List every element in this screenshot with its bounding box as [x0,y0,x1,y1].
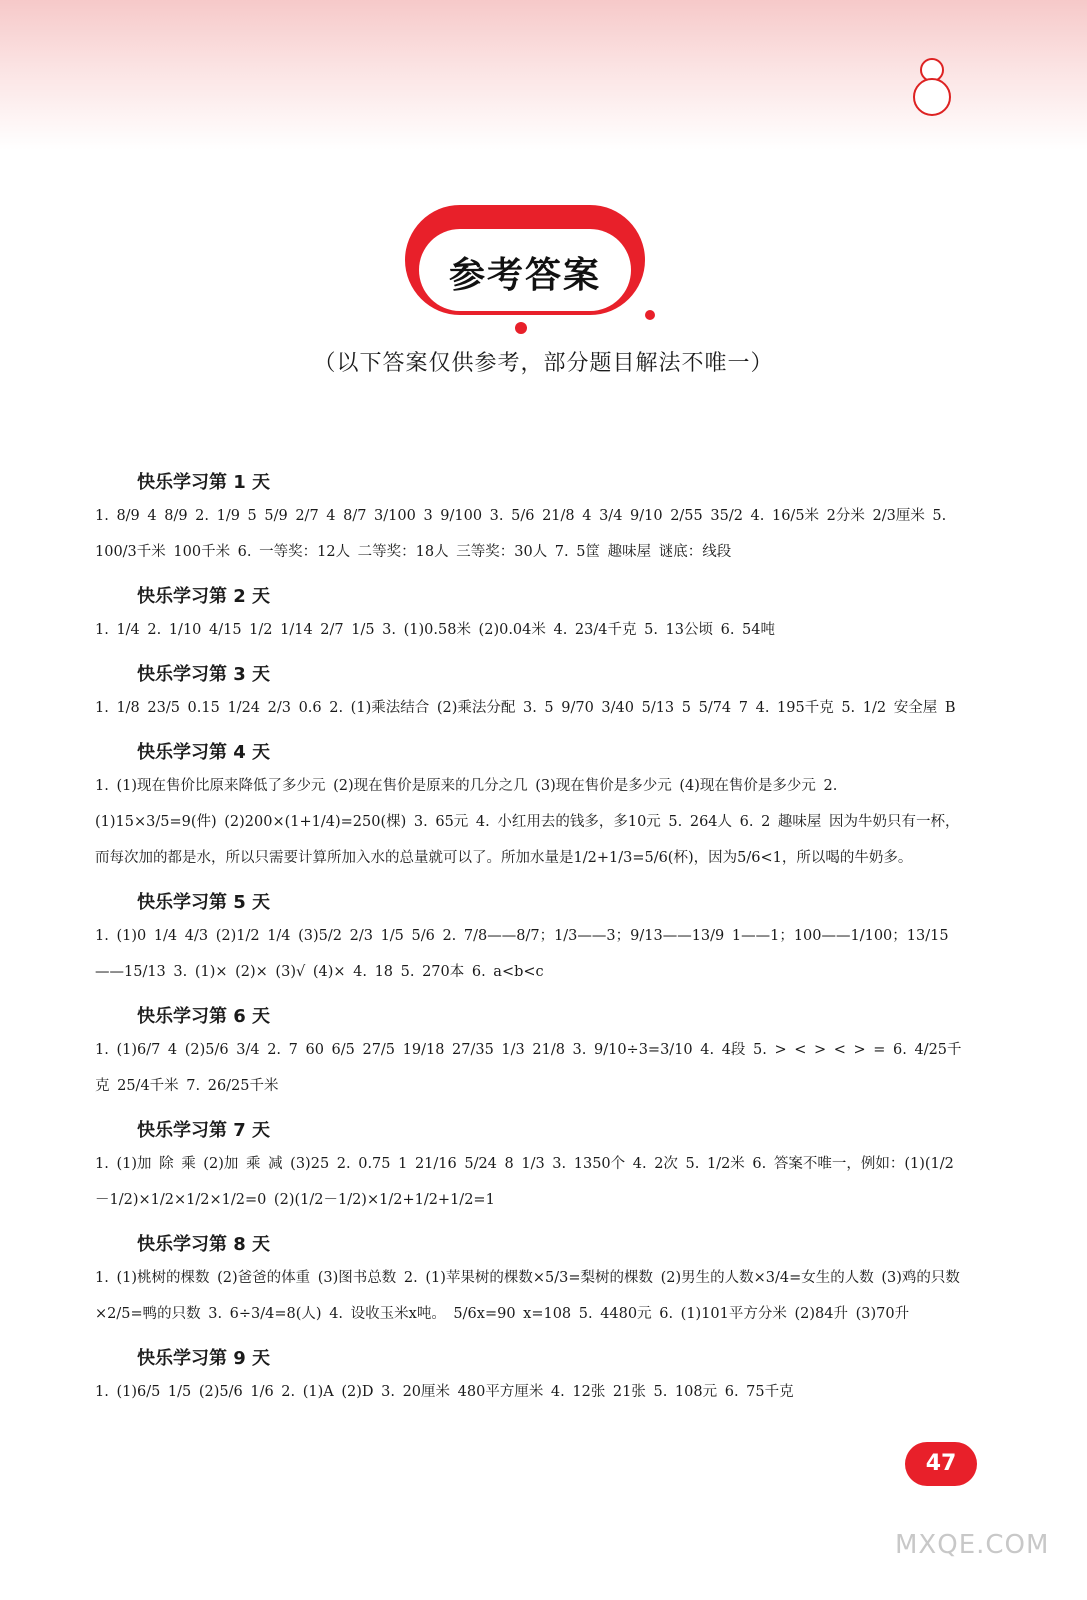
day-block [95,1344,965,1410]
day-answers: 1. 1/8 23/5 0.15 1/24 2/3 0.6 2. (1)乘法结合 (2)乘法分配 3. 5 9/70 3/40 5/13 5 5/74 7 4. 195千克 5. 1/2 安全屋 B [95,700,956,716]
day-title: 快乐学习第 6 天 [137,1006,271,1027]
day-title: 快乐学习第 4 天 [137,742,271,763]
day-title: 快乐学习第 2 天 [137,586,271,607]
page-title: 参考答案 [448,255,601,296]
day-block [95,1002,965,1104]
day-answers: 1. 1/4 2. 1/10 4/15 1/2 1/14 2/7 1/5 3. (1)0.58米 (2)0.04米 4. 23/4千克 5. 13公顷 6. 54吨 [95,622,776,638]
day-answers: 1. (1)0 1/4 4/3 (2)1/2 1/4 (3)5/2 2/3 1/5 5/6 2. 7/8——8/7；1/3——3；9/13——13/9 1——1；100——1/100；13/15——15/13 3. (1)× (2)× (3)√ (4)× 4. 18 5. 270本 6. a<b<c [95,928,949,980]
watermark: MXQE.COM [895,1530,1050,1560]
day-title: 快乐学习第 1 天 [137,472,271,493]
day-block [95,660,965,726]
day-answers: 1. (1)现在售价比原来降低了多少元 (2)现在售价是原来的几分之几 (3)现在售价是多少元 (4)现在售价是多少元 2. (1)15×3/5=9(件) (2)200×(1+1/4)=250(棵) 3. 65元 4. 小红用去的钱多，多10元 5. 264人 6. 2 趣味屋 因为牛奶只有一杯，而每次加的都是水，所以只需要计算所加入水的总量就可以了。所加水量是1/2+1/3=5/6(杯)，因为5/6<1，所以喝的牛奶多。 [95,778,960,866]
day-title: 快乐学习第 7 天 [137,1120,271,1141]
page-number: 47 [905,1442,977,1486]
heading-cloud [405,195,645,325]
answer-note: （以下答案仅供参考，部分题目解法不唯一） [313,351,774,376]
day-block [95,582,965,648]
day-answers: 1. (1)加 除 乘 (2)加 乘 减 (3)25 2. 0.75 1 21/16 5/24 8 1/3 3. 1350个 4. 2次 5. 1/2米 6. 答案不唯一，例如：(1)(1/2－1/2)×1/2×1/2×1/2=0 (2)(1/2－1/2)×1/2+1/2+1/2=1 [95,1156,954,1208]
day-title: 快乐学习第 8 天 [137,1234,271,1255]
day-block [95,888,965,990]
day-title: 快乐学习第 5 天 [137,892,271,913]
day-block [95,738,965,876]
day-title: 快乐学习第 9 天 [137,1348,271,1369]
day-answers: 1. 8/9 4 8/9 2. 1/9 5 5/9 2/7 4 8/7 3/100 3 9/100 3. 5/6 21/8 4 3/4 9/10 2/55 35/2 4. 16/5米 2分米 2/3厘米 5. 100/3千米 100千米 6. 一等奖：12人 二等奖：18人 三等奖：30人 7. 5筐 趣味屋 谜底：线段 [95,508,947,560]
day-answers: 1. (1)桃树的棵数 (2)爸爸的体重 (3)图书总数 2. (1)苹果树的棵数×5/3=梨树的棵数 (2)男生的人数×3/4=女生的人数 (3)鸡的只数×2/5=鸭的只数 3. 6÷3/4=8(人) 4. 设收玉米x吨。 5/6x=90 x=108 5. 4480元 6. (1)101平方分米 (2)84升 (3)70升 [95,1270,960,1322]
day-answers: 1. (1)6/5 1/5 (2)5/6 1/6 2. (1)A (2)D 3. 20厘米 480平方厘米 4. 12张 21张 5. 108元 6. 75千克 [95,1384,794,1400]
day-block [95,1116,965,1218]
day-block [95,468,965,570]
day-block [95,1230,965,1332]
decorative-dot [515,322,527,334]
answers-section [95,468,965,1422]
snowman-icon [905,58,955,118]
decorative-dot [645,310,655,320]
day-answers: 1. (1)6/7 4 (2)5/6 3/4 2. 7 60 6/5 27/5 19/18 27/35 1/3 21/8 3. 9/10÷3=3/10 4. 4段 5. > < > < > = 6. 4/25千克 25/4千米 7. 26/25千米 [95,1042,962,1094]
day-title: 快乐学习第 3 天 [137,664,271,685]
